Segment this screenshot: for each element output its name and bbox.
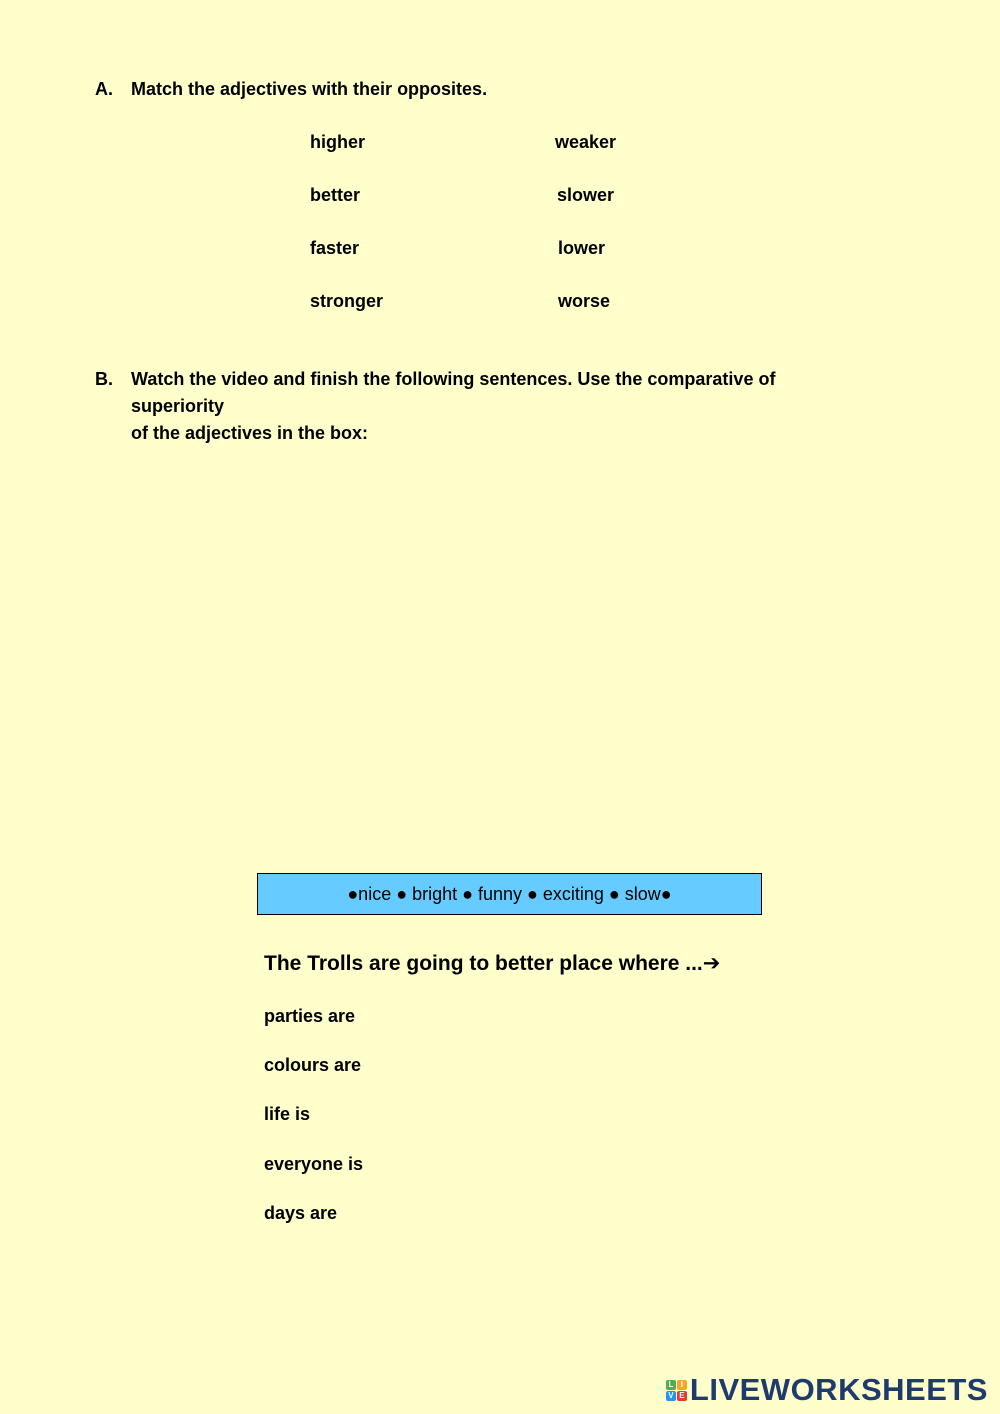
liveworksheets-logo[interactable] xyxy=(666,1372,988,1408)
right-word: lower xyxy=(558,238,606,258)
logo-letter: V xyxy=(666,1391,676,1401)
adjective-word-box xyxy=(257,873,762,915)
section-a-letter: A. xyxy=(95,79,113,99)
sentence-stem: days are xyxy=(264,1203,338,1223)
left-word: stronger xyxy=(310,291,384,311)
left-word: higher xyxy=(310,132,366,152)
section-b-instruction-line1: Watch the video and finish the following sentences. Use the comparative of superiority xyxy=(131,369,776,416)
sentence-stem: parties are xyxy=(264,1006,356,1026)
sentence-heading xyxy=(264,951,720,976)
liveworksheets-logo-icon xyxy=(666,1380,687,1401)
right-word: weaker xyxy=(555,132,617,152)
arrow-right-icon: ➔ xyxy=(702,952,721,975)
logo-letter: E xyxy=(677,1391,687,1401)
left-word: faster xyxy=(310,238,360,258)
section-b-instruction-line2: of the adjectives in the box: xyxy=(131,423,369,443)
sentence-stem: life is xyxy=(264,1104,311,1124)
left-word: better xyxy=(310,185,361,205)
adjective-word-list: ●nice ● bright ● funny ● exciting ● slow● xyxy=(347,883,672,904)
sentence-heading-text: The Trolls are going to better place where ... xyxy=(264,952,703,975)
right-word: worse xyxy=(558,291,611,311)
logo-letter: I xyxy=(677,1380,687,1390)
sentence-stem: colours are xyxy=(264,1055,362,1075)
sentence-stem: everyone is xyxy=(264,1154,364,1174)
right-word: slower xyxy=(557,185,615,205)
section-b-letter: B. xyxy=(95,369,113,389)
section-b-instruction xyxy=(131,366,871,447)
logo-letter: L xyxy=(666,1380,676,1390)
section-a-instruction: Match the adjectives with their opposites. xyxy=(131,79,488,99)
liveworksheets-logo-text: LIVEWORKSHEETS xyxy=(689,1372,988,1407)
